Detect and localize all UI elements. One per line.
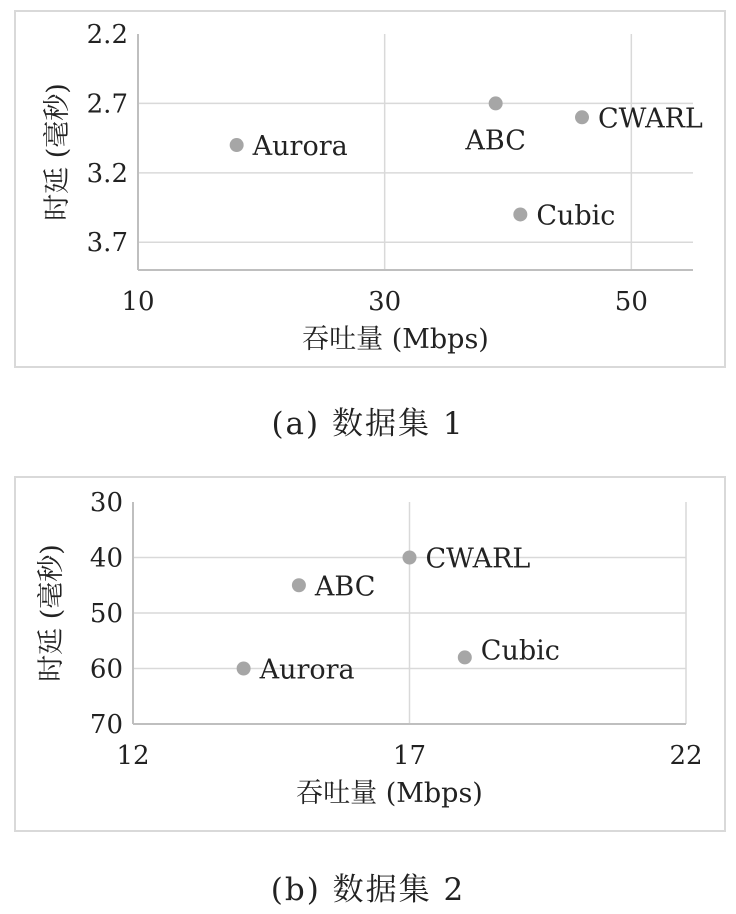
x-tick-label: 10 [121,287,155,317]
y-tick-label: 30 [89,488,123,518]
x-tick-label: 50 [614,287,648,317]
scatter-point [292,578,306,592]
x-tick-label: 30 [368,287,402,317]
y-axis-title: 时延 (毫秒) [42,83,73,221]
point-label: Aurora [259,654,355,686]
y-tick-label: 60 [89,654,123,685]
x-tick-label: 22 [669,741,703,771]
y-tick-label: 50 [89,599,123,629]
x-tick-label: 17 [392,741,427,771]
point-label: CWARL [425,543,531,575]
scatter-point [230,138,244,152]
x-tick-label: 12 [116,741,150,771]
chart-b [16,478,724,830]
y-tick-label: 2.2 [86,20,128,50]
point-label: Aurora [252,131,348,163]
y-tick-label: 70 [89,710,123,740]
y-tick-label: 3.2 [86,158,128,189]
chart-b-frame [14,476,726,832]
scatter-point [489,96,503,110]
scatter-point [458,650,472,664]
scatter-point [575,110,589,124]
y-axis-title: 时延 (毫秒) [36,544,67,682]
point-label: CWARL [598,103,703,135]
scatter-point [237,662,251,676]
chart-a [16,12,724,366]
point-label: ABC [314,571,376,603]
y-tick-label: 3.7 [86,228,128,259]
point-label: Cubic [480,635,560,667]
scatter-point [403,551,417,565]
point-label: Cubic [536,200,616,232]
x-axis-title: 吞吐量 (Mbps) [302,324,489,355]
chart-b-caption: (b) 数据集 2 [270,872,466,908]
point-label: ABC [465,125,526,157]
scatter-point [513,207,527,221]
chart-a-caption: (a) 数据集 1 [271,406,465,442]
chart-a-frame [14,10,726,368]
y-tick-label: 2.7 [86,89,128,120]
x-axis-title: 吞吐量 (Mbps) [296,778,483,809]
y-tick-label: 40 [89,543,123,574]
